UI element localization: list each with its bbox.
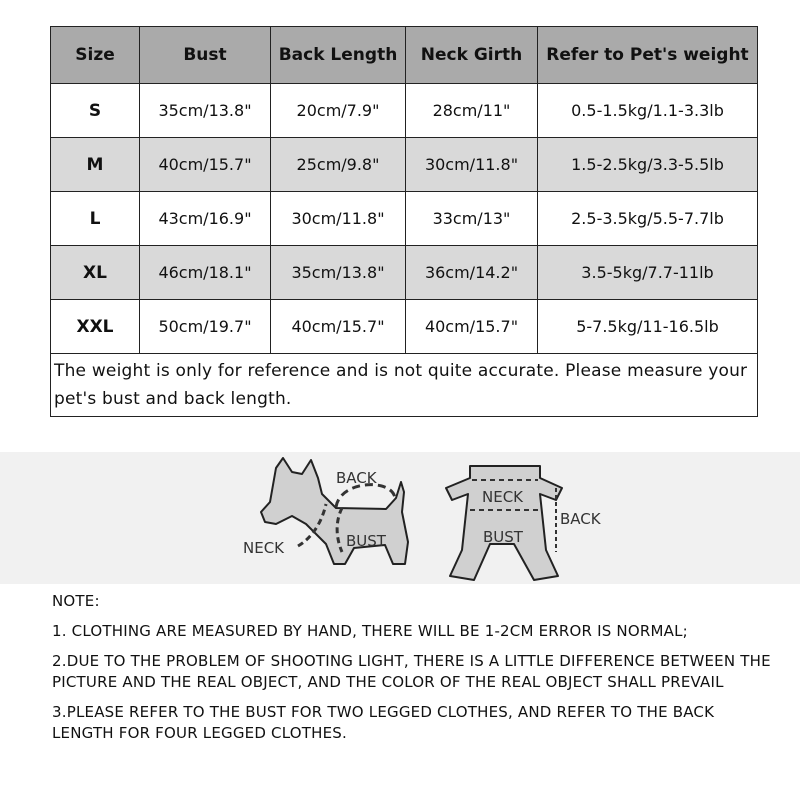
header-bust: Bust: [140, 27, 271, 84]
weight-cell: 1.5-2.5kg/3.3-5.5lb: [538, 138, 758, 192]
note-item: 2.DUE TO THE PROBLEM OF SHOOTING LIGHT, THERE IS A LITTLE DIFFERENCE BETWEEN THE PICTURE AND THE REAL OBJECT, AND THE COLOR OF THE REAL OBJECT SHALL PREVAIL: [52, 652, 771, 691]
table-row: [51, 300, 758, 354]
header-pet-weight: Refer to Pet's weight: [538, 27, 758, 84]
size-cell: L: [51, 192, 140, 246]
size-cell: XL: [51, 246, 140, 300]
table-row: [51, 138, 758, 192]
bust-cell: 40cm/15.7": [140, 138, 271, 192]
garment-back-label: BACK: [560, 510, 601, 528]
size-cell: XXL: [51, 300, 140, 354]
dog-bust-label: BUST: [346, 532, 386, 550]
table-row: [51, 246, 758, 300]
neck-girth-cell: 40cm/15.7": [406, 300, 538, 354]
header-back-length: Back Length: [271, 27, 406, 84]
note-item: 1. CLOTHING ARE MEASURED BY HAND, THERE WILL BE 1-2CM ERROR IS NORMAL;: [52, 622, 688, 640]
bust-cell: 35cm/13.8": [140, 84, 271, 138]
back-length-cell: 35cm/13.8": [271, 246, 406, 300]
table-note-row: [51, 354, 758, 417]
notes-section: [52, 591, 772, 744]
header-size: Size: [51, 27, 140, 84]
size-cell: M: [51, 138, 140, 192]
bust-cell: 46cm/18.1": [140, 246, 271, 300]
weight-cell: 3.5-5kg/7.7-11lb: [538, 246, 758, 300]
neck-girth-cell: 30cm/11.8": [406, 138, 538, 192]
weight-disclaimer: The weight is only for reference and is not quite accurate. Please measure your pet's bust and back length.: [51, 354, 758, 417]
table-row: [51, 84, 758, 138]
header-neck-girth: Neck Girth: [406, 27, 538, 84]
notes-heading: NOTE:: [52, 592, 100, 610]
measurement-diagram: [0, 452, 800, 584]
size-cell: S: [51, 84, 140, 138]
dog-back-label: BACK: [336, 469, 377, 487]
neck-girth-cell: 33cm/13": [406, 192, 538, 246]
measurement-diagram-band: [0, 452, 800, 584]
size-chart-table: [50, 26, 758, 417]
weight-cell: 0.5-1.5kg/1.1-3.3lb: [538, 84, 758, 138]
table-header-row: [51, 27, 758, 84]
bust-cell: 43cm/16.9": [140, 192, 271, 246]
back-length-cell: 40cm/15.7": [271, 300, 406, 354]
back-length-cell: 25cm/9.8": [271, 138, 406, 192]
weight-cell: 2.5-3.5kg/5.5-7.7lb: [538, 192, 758, 246]
neck-girth-cell: 36cm/14.2": [406, 246, 538, 300]
weight-cell: 5-7.5kg/11-16.5lb: [538, 300, 758, 354]
back-length-cell: 30cm/11.8": [271, 192, 406, 246]
back-length-cell: 20cm/7.9": [271, 84, 406, 138]
note-item: 3.PLEASE REFER TO THE BUST FOR TWO LEGGED CLOTHES, AND REFER TO THE BACK LENGTH FOR FOUR LEGGED CLOTHES.: [52, 703, 715, 742]
garment-bust-label: BUST: [483, 528, 523, 546]
garment-neck-label: NECK: [482, 488, 524, 506]
garment-silhouette-icon: [446, 466, 562, 580]
neck-girth-cell: 28cm/11": [406, 84, 538, 138]
dog-neck-label: NECK: [243, 539, 285, 557]
dog-back-measure-line: [336, 485, 395, 507]
bust-cell: 50cm/19.7": [140, 300, 271, 354]
table-row: [51, 192, 758, 246]
